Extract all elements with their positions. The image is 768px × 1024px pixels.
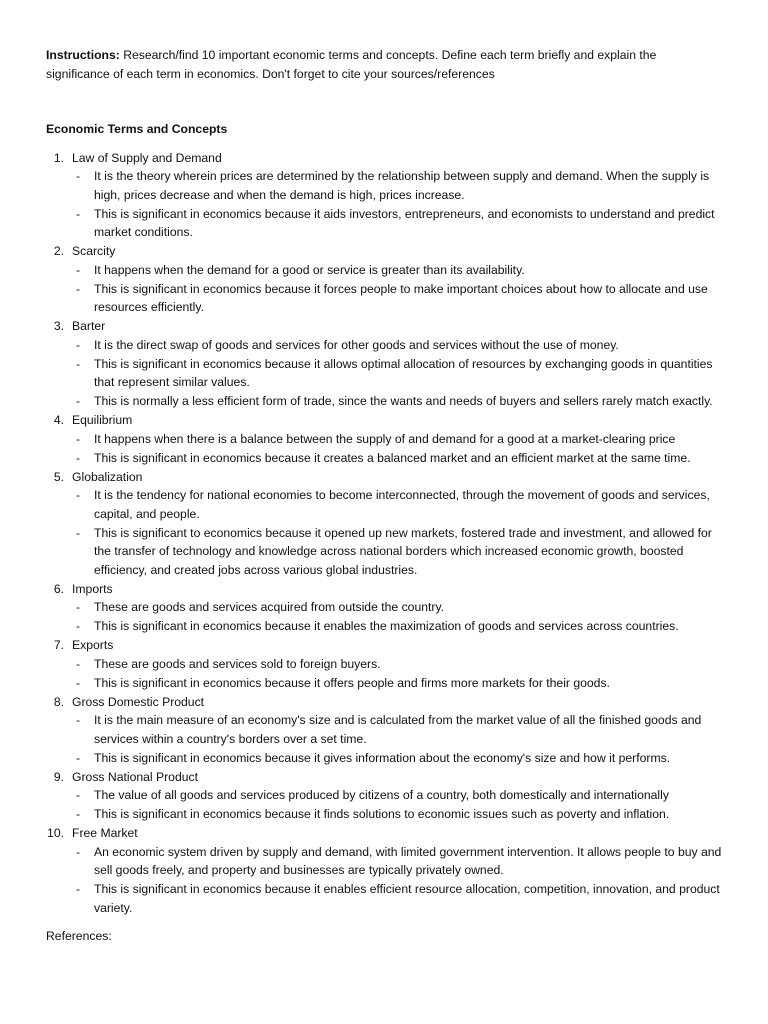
term-point-text: This is significant in economics because it offers people and firms more markets for their goods. <box>94 675 610 690</box>
dash-bullet-icon: - <box>75 788 81 802</box>
dash-bullet-icon: - <box>75 675 81 690</box>
term-point-text: These are goods and services sold to foreign buyers. <box>94 656 381 671</box>
term-points <box>72 786 728 824</box>
dash-bullet-icon: - <box>75 600 81 614</box>
instructions-paragraph <box>46 46 706 83</box>
term-title: Globalization <box>72 469 143 484</box>
term-number: 8. <box>53 694 64 709</box>
term-item <box>46 824 728 917</box>
term-point <box>72 617 728 636</box>
dash-bullet-icon: - <box>75 750 81 765</box>
term-point-text: It happens when the demand for a good or service is greater than its availability. <box>94 262 525 277</box>
term-point <box>72 355 728 392</box>
dash-bullet-icon: - <box>75 206 81 221</box>
term-points <box>72 430 728 468</box>
dash-bullet-icon: - <box>75 619 81 633</box>
dash-bullet-icon: - <box>75 525 81 540</box>
term-number: 2. <box>53 244 64 258</box>
term-point <box>72 674 728 693</box>
term-points <box>72 167 728 242</box>
term-points <box>72 711 728 767</box>
instructions-lead: Instructions: <box>46 48 120 62</box>
term-point-text: This is significant in economics because it creates a balanced market and an efficient market at the same time. <box>94 450 691 465</box>
term-point-text: This is significant in economics because it finds solutions to economic issues such as poverty and inflation. <box>94 807 670 821</box>
term-points <box>72 843 728 918</box>
term-item <box>46 317 728 411</box>
term-item <box>46 468 728 580</box>
term-points <box>72 655 728 693</box>
term-point-text: It is the direct swap of goods and services for other goods and services without the use of money. <box>94 337 619 352</box>
term-point <box>72 392 728 411</box>
term-number: 10. <box>47 826 64 840</box>
term-item <box>46 693 728 768</box>
term-point <box>72 261 728 280</box>
term-points <box>72 261 728 317</box>
term-point-text: It is the main measure of an economy's size and is calculated from the market value of all the finished goods and services within a country's borders over a set time. <box>94 713 702 746</box>
term-number: 5. <box>53 469 64 484</box>
term-point <box>72 805 728 824</box>
term-number: 9. <box>53 769 64 784</box>
term-point-text: This is normally a less efficient form of trade, since the wants and needs of buyers and sellers rarely match exactly. <box>94 394 713 408</box>
dash-bullet-icon: - <box>75 262 81 277</box>
term-title: Scarcity <box>72 244 116 258</box>
dash-bullet-icon: - <box>75 169 81 183</box>
section-heading: Economic Terms and Concepts <box>46 122 228 136</box>
term-point-text: This is significant in economics because it gives information about the economy's size and how it performs. <box>94 750 671 765</box>
dash-bullet-icon: - <box>75 356 81 371</box>
term-title: Law of Supply and Demand <box>72 150 222 165</box>
term-point-text: It is the tendency for national economies to become interconnected, through the movement of goods and services, capital, and people. <box>94 488 710 521</box>
term-point <box>72 486 728 523</box>
dash-bullet-icon: - <box>75 488 81 502</box>
term-point <box>72 336 728 355</box>
term-point <box>72 711 728 748</box>
term-point-text: It is the theory wherein prices are determined by the relationship between supply and demand. When the supply is high, prices decrease and when the demand is high, prices increase. <box>94 169 710 202</box>
dash-bullet-icon: - <box>75 337 81 352</box>
term-point <box>72 280 728 317</box>
term-point <box>72 449 728 468</box>
dash-bullet-icon: - <box>75 431 81 446</box>
instructions-text: Research/find 10 important economic terms and concepts. Define each term briefly and explain the significance of each term in economics. Don't forget to cite your sources/references <box>46 48 657 81</box>
term-point-text: This is significant in economics because it allows optimal allocation of resources by exchanging goods in quantities that represent similar values. <box>94 356 713 389</box>
term-point <box>72 786 728 805</box>
term-point <box>72 167 728 204</box>
term-point-text: An economic system driven by supply and demand, with limited government intervention. It allows people to buy and sell goods freely, and property and businesses are typically privately owned. <box>94 844 722 877</box>
term-points <box>72 486 728 579</box>
term-item <box>46 149 728 242</box>
term-point <box>72 749 728 768</box>
term-title: Imports <box>72 581 113 596</box>
term-point-text: This is significant to economics because it opened up new markets, fostered trade and investment, and allowed for the transfer of technology and knowledge across national borders which increased economic growth, boosted efficiency, and created jobs across various global industries. <box>94 525 712 577</box>
term-title: Barter <box>72 319 106 333</box>
term-number: 4. <box>53 413 64 427</box>
term-point <box>72 655 728 674</box>
term-item <box>46 768 728 824</box>
term-item <box>46 636 728 692</box>
dash-bullet-icon: - <box>75 713 81 727</box>
term-item <box>46 411 728 467</box>
term-point-text: The value of all goods and services produced by citizens of a country, both domestically and internationally <box>94 788 669 802</box>
term-item <box>46 242 728 317</box>
term-point <box>72 430 728 449</box>
term-point <box>72 880 728 917</box>
term-point-text: This is significant in economics because it forces people to make important choices about how to allocate and use resources efficiently. <box>94 281 708 314</box>
term-point <box>72 524 728 580</box>
dash-bullet-icon: - <box>75 394 81 408</box>
dash-bullet-icon: - <box>75 450 81 465</box>
term-point-text: This is significant in economics because it enables the maximization of goods and services across countries. <box>94 619 679 633</box>
dash-bullet-icon: - <box>75 281 81 296</box>
term-title: Exports <box>72 638 114 652</box>
dash-bullet-icon: - <box>75 656 81 671</box>
term-number: 1. <box>53 150 64 165</box>
term-point-text: It happens when there is a balance between the supply of and demand for a good at a market-clearing price <box>94 431 676 446</box>
term-point-text: These are goods and services acquired from outside the country. <box>94 600 445 614</box>
term-number: 7. <box>53 638 64 652</box>
references-label: References: <box>46 929 112 943</box>
term-title: Free Market <box>72 826 138 840</box>
dash-bullet-icon: - <box>75 882 81 896</box>
term-point-text: This is significant in economics because it enables efficient resource allocation, competition, innovation, and product variety. <box>94 882 720 915</box>
dash-bullet-icon: - <box>75 844 81 859</box>
dash-bullet-icon: - <box>75 807 81 821</box>
term-title: Gross Domestic Product <box>72 694 205 709</box>
term-points <box>72 598 728 636</box>
term-point <box>72 205 728 242</box>
term-title: Equilibrium <box>72 413 133 427</box>
terms-list <box>46 149 728 918</box>
term-point-text: This is significant in economics because it aids investors, entrepreneurs, and economists to understand and predict market conditions. <box>94 206 715 239</box>
term-title: Gross National Product <box>72 769 198 784</box>
term-number: 3. <box>53 319 64 333</box>
term-number: 6. <box>53 581 64 596</box>
term-points <box>72 336 728 411</box>
term-point <box>72 843 728 880</box>
term-point <box>72 598 728 617</box>
term-item <box>46 580 728 636</box>
